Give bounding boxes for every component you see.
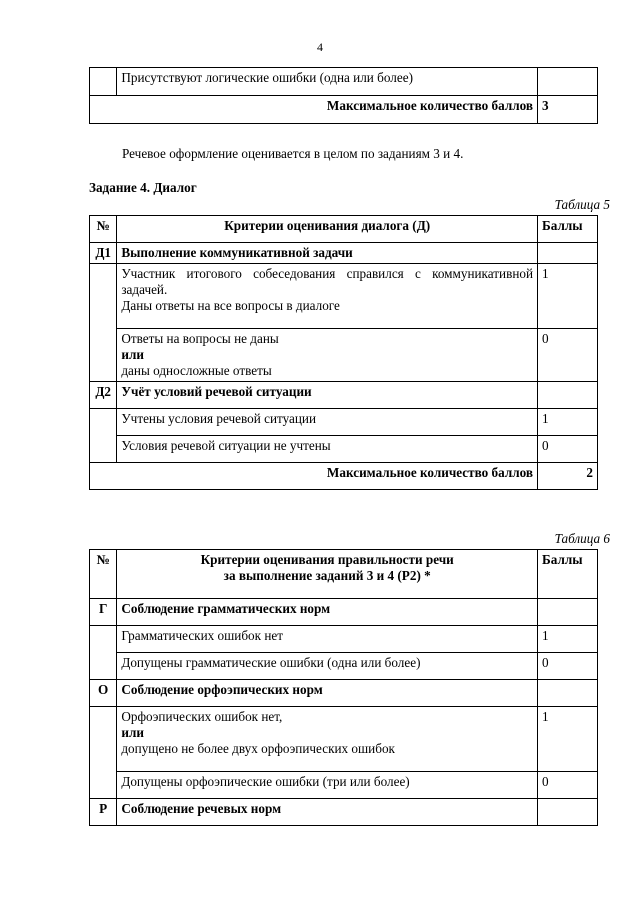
column-header-line: Критерии оценивания правильности речи (200, 552, 454, 567)
score-cell (538, 599, 598, 626)
criterion-cell: Учтены условия речевой ситуации (117, 409, 538, 436)
scoring-table-continuation (89, 67, 598, 124)
criterion-or: или (121, 347, 144, 362)
criterion-title: Соблюдение орфоэпических норм (117, 680, 538, 707)
score-cell: 0 (538, 329, 598, 382)
max-score-label: Максимальное количество баллов (90, 463, 538, 490)
criterion-code: Д1 (90, 243, 117, 264)
task-heading: Задание 4. Диалог (89, 180, 197, 195)
criterion-text: Даны ответы на все вопросы в диалоге (121, 298, 340, 313)
criterion-text: Участник итогового собеседования справился с коммуникативной задачей. (121, 266, 534, 297)
max-score-value: 2 (538, 463, 598, 490)
criterion-title: Соблюдение грамматических норм (117, 599, 538, 626)
dialog-criteria-table (89, 215, 598, 490)
criterion-cell: Присутствуют логические ошибки (одна или более) (117, 68, 538, 96)
table-row (90, 68, 598, 96)
score-cell: 0 (538, 772, 598, 799)
max-score-label: Максимальное количество баллов (90, 96, 538, 124)
table-row-max (90, 463, 598, 490)
paragraph: Речевое оформление оценивается в целом по заданиям 3 и 4. (122, 146, 464, 161)
criterion-section-row (90, 680, 598, 707)
criterion-or: или (121, 725, 144, 740)
criterion-section-row (90, 382, 598, 409)
table-row (90, 707, 598, 772)
score-cell (538, 382, 598, 409)
criterion-cell (117, 329, 538, 382)
table-row-max (90, 96, 598, 124)
table-header-row (90, 550, 598, 599)
criterion-title: Учёт условий речевой ситуации (117, 382, 538, 409)
criterion-cell: Грамматических ошибок нет (117, 626, 538, 653)
number-cell (90, 264, 117, 382)
score-cell (538, 799, 598, 826)
table-caption: Таблица 5 (554, 197, 610, 212)
table-row (90, 772, 598, 799)
table-row (90, 409, 598, 436)
table-row (90, 436, 598, 463)
number-cell (90, 409, 117, 463)
column-header-criteria (117, 550, 538, 599)
table-header-row (90, 216, 598, 243)
criterion-cell: Условия речевой ситуации не учтены (117, 436, 538, 463)
number-cell (90, 68, 117, 96)
criterion-cell (117, 264, 538, 329)
criterion-code: О (90, 680, 117, 707)
score-cell: 1 (538, 707, 598, 772)
criterion-title: Соблюдение речевых норм (117, 799, 538, 826)
criterion-section-row (90, 243, 598, 264)
criterion-code: Р (90, 799, 117, 826)
speech-correctness-table (89, 549, 598, 826)
score-cell: 0 (538, 653, 598, 680)
criterion-cell (117, 707, 538, 772)
score-cell: 1 (538, 409, 598, 436)
column-header-criteria: Критерии оценивания диалога (Д) (117, 216, 538, 243)
max-score-value: 3 (538, 96, 598, 124)
criterion-text: Ответы на вопросы не даны (121, 331, 279, 346)
criterion-section-row (90, 599, 598, 626)
criterion-code: Г (90, 599, 117, 626)
table-row (90, 329, 598, 382)
criterion-title: Выполнение коммуникативной задачи (117, 243, 538, 264)
criterion-text: даны односложные ответы (121, 363, 272, 378)
number-cell (90, 626, 117, 680)
column-header-number: № (90, 216, 117, 243)
score-cell (538, 243, 598, 264)
column-header-score: Баллы (538, 550, 598, 599)
score-cell: 1 (538, 264, 598, 329)
criterion-text: допущено не более двух орфоэпических ошибок (121, 741, 395, 756)
table-row (90, 626, 598, 653)
table-row (90, 264, 598, 329)
score-cell: 0 (538, 436, 598, 463)
table-row (90, 653, 598, 680)
score-cell (538, 680, 598, 707)
criterion-cell: Допущены орфоэпические ошибки (три или более) (117, 772, 538, 799)
column-header-score: Баллы (538, 216, 598, 243)
score-cell: 1 (538, 626, 598, 653)
score-cell (538, 68, 598, 96)
page-number: 4 (317, 40, 323, 54)
criterion-section-row (90, 799, 598, 826)
column-header-number: № (90, 550, 117, 599)
criterion-cell: Допущены грамматические ошибки (одна или более) (117, 653, 538, 680)
table-caption: Таблица 6 (554, 531, 610, 546)
number-cell (90, 707, 117, 799)
column-header-line: за выполнение заданий 3 и 4 (Р2) * (223, 568, 431, 583)
criterion-code: Д2 (90, 382, 117, 409)
criterion-text: Орфоэпических ошибок нет, (121, 709, 283, 724)
